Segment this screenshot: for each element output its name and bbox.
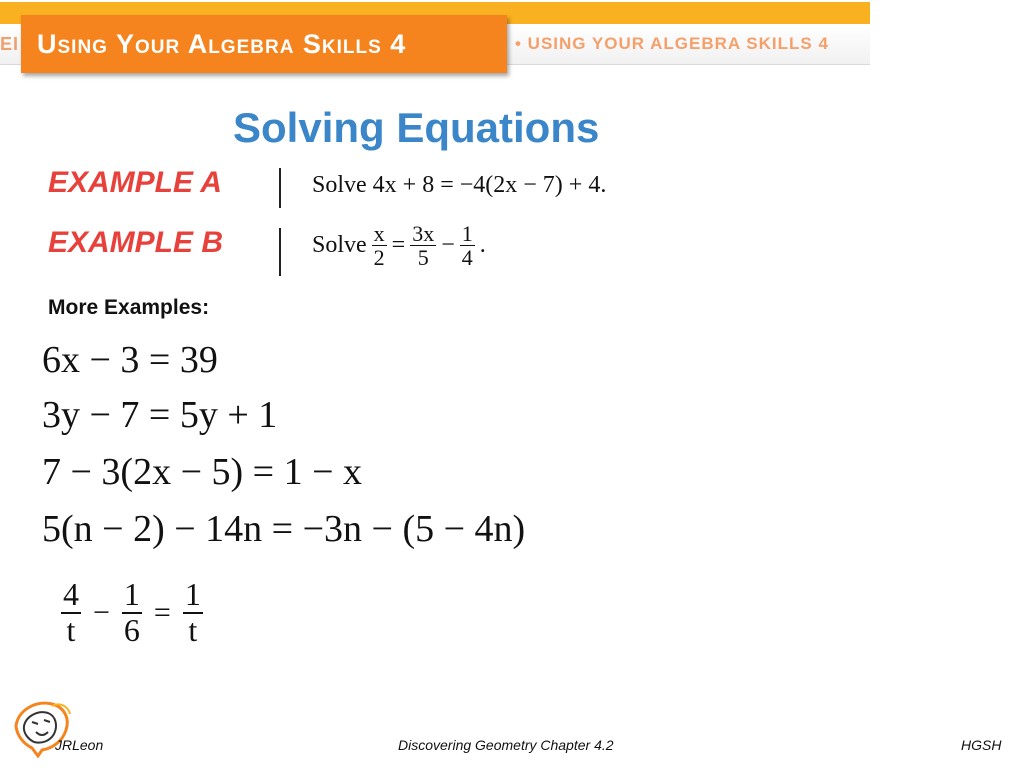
header-repeat-text: • USING YOUR ALGEBRA SKILLS 4 — [515, 34, 829, 53]
fraction-denominator: 6 — [123, 611, 140, 648]
fraction-c — [183, 578, 203, 647]
fraction-numerator: 4 — [63, 576, 79, 612]
equation-1: 6x − 3 = 39 — [42, 339, 218, 381]
fraction-denominator: 4 — [461, 245, 473, 271]
section-title: Solving Equations — [233, 104, 600, 151]
fraction-denominator: 5 — [417, 245, 429, 271]
equals-sign: = — [391, 232, 406, 259]
fraction-a — [61, 578, 81, 647]
header-title-box — [21, 15, 507, 73]
fraction-equation — [55, 578, 209, 647]
header-title: Using Your Algebra Skills 4 — [37, 28, 407, 59]
equation-2: 3y − 7 = 5y + 1 — [42, 394, 278, 436]
equation-4: 5(n − 2) − 14n = −3n − (5 − 4n) — [42, 508, 526, 550]
equals-sign: = — [153, 595, 171, 629]
fraction-denominator: t — [188, 611, 198, 648]
footer-school: HGSH — [961, 737, 1002, 753]
period: . — [479, 232, 486, 259]
example-a-divider — [279, 168, 281, 208]
footer-author: JRLeon — [55, 737, 104, 753]
header-left-fragment: EI — [0, 34, 20, 54]
example-b-text — [312, 222, 486, 269]
example-b-fraction-2 — [410, 222, 436, 269]
fraction-numerator: 1 — [123, 576, 140, 612]
example-b-prefix: Solve — [312, 232, 367, 259]
example-a-label: EXAMPLE A — [48, 166, 222, 199]
example-b-label: EXAMPLE B — [48, 226, 224, 259]
fraction-numerator: 1 — [184, 576, 201, 612]
more-examples-label: More Examples: — [48, 296, 210, 319]
fraction-numerator: 3x — [412, 221, 435, 246]
equation-3: 7 − 3(2x − 5) = 1 − x — [42, 451, 363, 493]
fraction-numerator: 1 — [461, 221, 473, 246]
example-b-fraction-1 — [372, 222, 387, 269]
example-b-fraction-3 — [460, 222, 475, 269]
fraction-denominator: t — [66, 611, 76, 648]
example-b-divider — [279, 228, 281, 276]
footer-course: Discovering Geometry Chapter 4.2 — [398, 737, 614, 753]
minus-sign: − — [441, 232, 455, 259]
example-a-text: Solve 4x + 8 = −4(2x − 7) + 4. — [312, 172, 607, 198]
fraction-denominator: 2 — [373, 245, 385, 271]
fraction-numerator: x — [373, 221, 385, 246]
fraction-b — [122, 578, 142, 647]
minus-sign: − — [93, 595, 110, 629]
